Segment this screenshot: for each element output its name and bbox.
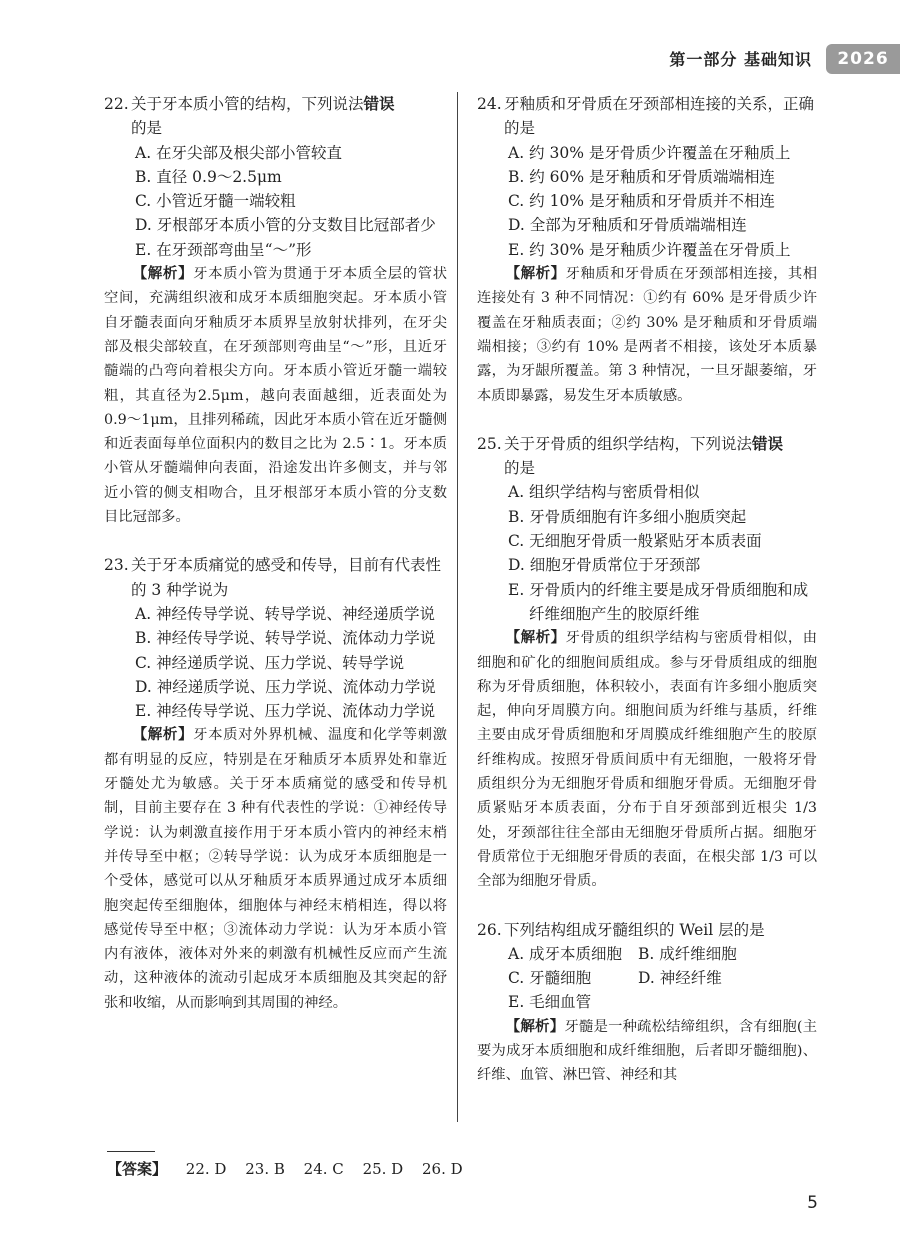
- stem-text: 关于牙本质小管的结构，下列说法: [131, 95, 364, 113]
- stem-emphasis: 错误: [752, 434, 784, 453]
- explanation: [477, 1015, 817, 1088]
- stem-text: 关于牙骨质的组织学结构，下列说法: [504, 434, 753, 453]
- year-badge: 2026: [826, 44, 900, 74]
- question-stem: [104, 553, 447, 602]
- question-number: 22.: [104, 95, 129, 113]
- stem-emphasis: 错误: [363, 95, 395, 113]
- question-23: [104, 553, 447, 1015]
- answer-item: 26. D: [422, 1160, 463, 1178]
- explanation: [477, 262, 817, 408]
- option-a: A. 在牙尖部及根尖部小管较直: [135, 143, 343, 162]
- option-d: D. 神经纤维: [638, 969, 722, 988]
- page-header: [0, 44, 900, 76]
- stem-text: 关于牙本质痛觉的感受和传导，目前有代表性的 3 种学说为: [131, 556, 442, 599]
- question-number: 26.: [477, 920, 502, 939]
- answer-tag: 【答案】: [107, 1160, 168, 1178]
- option-d: D. 细胞牙骨质常位于牙颈部: [508, 556, 701, 575]
- option-e: E. 约 30% 是牙釉质少许覆盖在牙骨质上: [508, 240, 791, 259]
- option-c: C. 牙髓细胞: [508, 969, 592, 988]
- option-b: B. 神经传导学说、转导学说、流体动力学说: [135, 629, 436, 648]
- explanation-tag: 【解析】: [505, 1018, 565, 1035]
- option-b: B. 直径 0.9～2.5μm: [135, 167, 282, 186]
- explanation: [104, 262, 447, 529]
- page-number: 5: [807, 1193, 818, 1213]
- question-number: 23.: [104, 556, 129, 575]
- question-22: [104, 92, 447, 529]
- explanation-text: 牙髓是一种疏松结缔组织，含有细胞(主要为成牙本质细胞和成纤维细胞，后者即牙髓细胞)、纤维、血管、淋巴管、神经和其: [477, 1018, 818, 1084]
- question-number: 24.: [477, 95, 502, 113]
- question-stem: [477, 92, 817, 141]
- explanation-tag: 【解析】: [132, 266, 194, 283]
- option-e: E. 毛细血管: [508, 993, 592, 1012]
- stem-text: 牙釉质和牙骨质在牙颈部相连接的关系，正确的是: [504, 95, 815, 138]
- option-b: B. 成纤维细胞: [638, 944, 737, 963]
- question-stem: [477, 432, 817, 481]
- explanation-text: 牙骨质的组织学结构与密质骨相似，由细胞和矿化的细胞间质组成。参与牙骨质组成的细胞称为牙骨质细胞，体积较小，表面有许多细小胞质突起，伸向牙周膜方向。细胞间质为纤维与基质，纤维主要由成牙骨质细胞和牙周膜成纤维细胞产生的胶原纤维构成。按照牙骨质间质中有无细胞，一般将牙骨质组织分为无细胞牙骨质和细胞牙骨质。无细胞牙骨质紧贴牙本质表面，分布于自牙颈部到近根尖 1/3 处，牙颈部往往全部由无细胞牙骨质所占据。细胞牙骨质常位于无细胞牙骨质的表面，在根尖部 1/3 可以全部为细胞牙骨质。: [477, 630, 818, 890]
- option-row: [477, 966, 817, 990]
- answer-item: 23. B: [245, 1160, 285, 1178]
- option-a: A. 约 30% 是牙骨质少许覆盖在牙釉质上: [508, 143, 791, 162]
- question-25: [477, 432, 817, 894]
- explanation-tag: 【解析】: [505, 630, 566, 647]
- option-row: [477, 990, 817, 1014]
- answer-key: [107, 1158, 463, 1179]
- answer-rule: [107, 1151, 155, 1152]
- column-divider: [457, 92, 458, 1122]
- stem-text: 下列结构组成牙髓组织的 Weil 层的是: [504, 920, 765, 939]
- left-column: [104, 92, 447, 1015]
- explanation-text: 牙本质小管为贯通于牙本质全层的管状空间，充满组织液和成牙本质细胞突起。牙本质小管自牙髓表面向牙釉质牙本质界呈放射状排列，在牙尖部及根尖部较直，在牙颈部则弯曲呈“～”形，且近牙髓端的凸弯向着根尖方向。牙本质小管近牙髓一端较粗，其直径为2.5μm，越向表面越细，近表面处为 0.9～1μm，且排列稀疏，因此牙本质小管在近牙髓侧和近表面每单位面积内的数目之比为 2.5∶1。牙本质小管从牙髓端伸向表面，沿途发出许多侧支，并与邻近小管的侧支相吻合，且牙根部牙本质小管的分支数目比冠部多。: [104, 266, 447, 526]
- option-d: D. 牙根部牙本质小管的分支数目比冠部者少: [135, 216, 436, 235]
- explanation-text: 牙釉质和牙骨质在牙颈部相连接，其相连接处有 3 种不同情况：①约有 60% 是牙骨质少许覆盖在牙釉质表面；②约 30% 是牙釉质和牙骨质端端相接；③约有 10% 是两者不相接，该处牙本质暴露，为牙龈所覆盖。第 3 种情况，一旦牙龈萎缩，牙本质即暴露，易发生牙本质敏感。: [477, 266, 818, 404]
- answer-item: 22. D: [185, 1160, 227, 1178]
- section-title: 第一部分 基础知识: [669, 50, 812, 69]
- stem-text: 的是: [504, 459, 536, 478]
- question-stem: [104, 92, 447, 141]
- option-c: C. 无细胞牙骨质一般紧贴牙本质表面: [508, 532, 762, 551]
- option-a: A. 组织学结构与密质骨相似: [508, 483, 700, 502]
- option-e: E. 在牙颈部弯曲呈“～”形: [135, 240, 312, 259]
- explanation-tag: 【解析】: [132, 727, 194, 744]
- option-c: C. 神经递质学说、压力学说、转导学说: [135, 653, 405, 672]
- option-e: E. 神经传导学说、压力学说、流体动力学说: [135, 702, 436, 721]
- question-stem: [477, 918, 817, 942]
- option-b: B. 牙骨质细胞有许多细小胞质突起: [508, 507, 747, 526]
- question-number: 25.: [477, 434, 502, 453]
- answer-item: 24. C: [303, 1160, 344, 1178]
- explanation: [477, 626, 817, 893]
- option-c: C. 约 10% 是牙釉质和牙骨质并不相连: [508, 192, 775, 211]
- stem-text: 的是: [131, 119, 163, 138]
- option-d: D. 全部为牙釉质和牙骨质端端相连: [508, 216, 747, 235]
- question-24: [477, 92, 817, 408]
- option-a: A. 成牙本质细胞: [508, 944, 623, 963]
- right-column: [477, 92, 817, 1088]
- explanation: [104, 723, 447, 1015]
- question-26: [477, 918, 817, 1088]
- option-row: [477, 942, 817, 966]
- option-b: B. 约 60% 是牙釉质和牙骨质端端相连: [508, 167, 776, 186]
- option-e: E. 牙骨质内的纤维主要是成牙骨质细胞和成纤维细胞产生的胶原纤维: [508, 580, 809, 623]
- explanation-text: 牙本质对外界机械、温度和化学等刺激都有明显的反应，特别是在牙釉质牙本质界处和靠近牙髓处尤为敏感。关于牙本质痛觉的感受和传导机制，目前主要存在 3 种有代表性的学说：①神经传导学说：认为刺激直接作用于牙本质小管内的神经末梢并传导至中枢；②转导学说：认为成牙本质细胞是一个受体，感觉可以从牙釉质牙本质界通过成牙本质细胞突起传至细胞体，细胞体与神经末梢相连，得以将感觉传导至中枢；③流体动力学说：认为牙本质小管内有液体，液体对外来的刺激有机械性反应而产生流动，这种液体的流动引起成牙本质细胞及其突起的舒张和收缩，从而影响到其周围的神经。: [104, 727, 447, 1011]
- option-a: A. 神经传导学说、转导学说、神经递质学说: [135, 604, 436, 623]
- option-d: D. 神经递质学说、压力学说、流体动力学说: [135, 677, 436, 696]
- answer-item: 25. D: [362, 1160, 404, 1178]
- option-c: C. 小管近牙髓一端较粗: [135, 192, 296, 211]
- explanation-tag: 【解析】: [505, 266, 566, 283]
